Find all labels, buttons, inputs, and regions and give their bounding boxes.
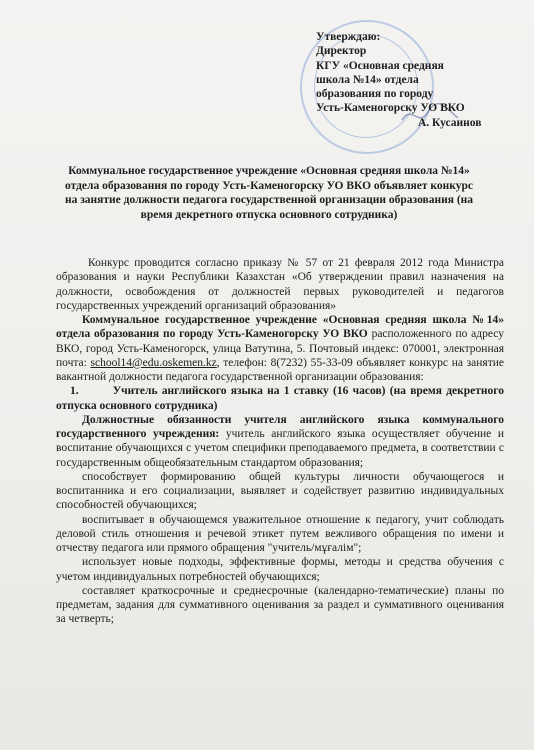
duty-item: составляет краткосрочные и среднесрочные (календарно-тематические) планы по предметам, задания для суммативного оценивания за раздел и суммативного оценивания за четверть; xyxy=(56,584,504,626)
approval-line: КГУ «Основная средняя xyxy=(316,59,444,72)
email-link[interactable]: school14@edu.oskemen.kz xyxy=(90,356,217,369)
vacancy-number: 1. xyxy=(70,385,79,398)
approval-line: школа №14» отдела xyxy=(316,73,419,86)
document-body xyxy=(56,256,504,627)
duty-item: способствует формированию общей культуры личности обучающегося и воспитанника и его социализации, выявляет и содействует развитию индивидуальных способностей обучающихся; xyxy=(56,470,504,512)
paragraph-school xyxy=(56,313,504,384)
duty-item: воспитывает в обучающемся уважительное отношение к педагогу, учит соблюдать деловой стиль отношения и речевой этикет путем вежливого обращения по имени и отчеству педагога или прямого обращения "учитель/мұғалім"; xyxy=(56,513,504,554)
duties-text: учитель английского языка осуществляет обучение и воспитание обучающихся с учетом специфики преподаваемого предмета, в соответствии с государственным общеобязательным стандартом образования; xyxy=(56,428,504,469)
duties-heading: Должностные обязанности учителя английского языка коммунального государственного учреждения: xyxy=(56,413,504,440)
school-address: расположенного по адресу ВКО, город Усть-Каменогорск, улица Ватутина, 5. Почтовый индекс: 070001, электронная почта: xyxy=(56,328,504,369)
vacancy-title: Учитель английского языка на 1 ставку (16 часов) (на время декретного отпуска основного сотрудника) xyxy=(56,385,504,412)
approval-line: образования по городу xyxy=(316,88,434,101)
approval-line: Утверждаю: xyxy=(316,31,381,43)
school-name: Коммунальное государственное учреждение «Основная средняя школа №14» отдела образования по городу Усть-Каменогорску УО ВКО xyxy=(56,314,504,341)
paragraph-intro: Конкурс проводится согласно приказу № 57 от 21 февраля 2012 года Министра образования и науки Республики Казахстан «Об утверждении правил назначения на должности, освобождения от должностей первых руководителей и педагогов государственных учреждений организаций образования» xyxy=(56,257,504,312)
vacancy-item xyxy=(56,384,504,413)
approval-block xyxy=(316,30,526,130)
paragraph-duties xyxy=(56,413,504,470)
document-title: Коммунальное государственное учреждение «Основная средняя школа №14» отдела образования по городу Усть-Каменогорску УО ВКО объявляет конкурс на занятие должности педагога государственной организации образования (на время декретного отпуска основного сотрудника) xyxy=(64,165,474,221)
approval-line: Усть-Каменогорску УО ВКО xyxy=(316,102,465,115)
approval-signer: А. Кусаинов xyxy=(418,116,482,129)
duty-item: использует новые подходы, эффективные формы, методы и средства обучения с учетом индивидуальных потребностей обучающихся; xyxy=(56,556,504,583)
approval-line: Директор xyxy=(316,45,367,58)
school-phone: , телефон: 8(7232) 55-33-09 объявляет конкурс на занятие вакантной должности педагога государственной организации образования: xyxy=(56,356,504,383)
